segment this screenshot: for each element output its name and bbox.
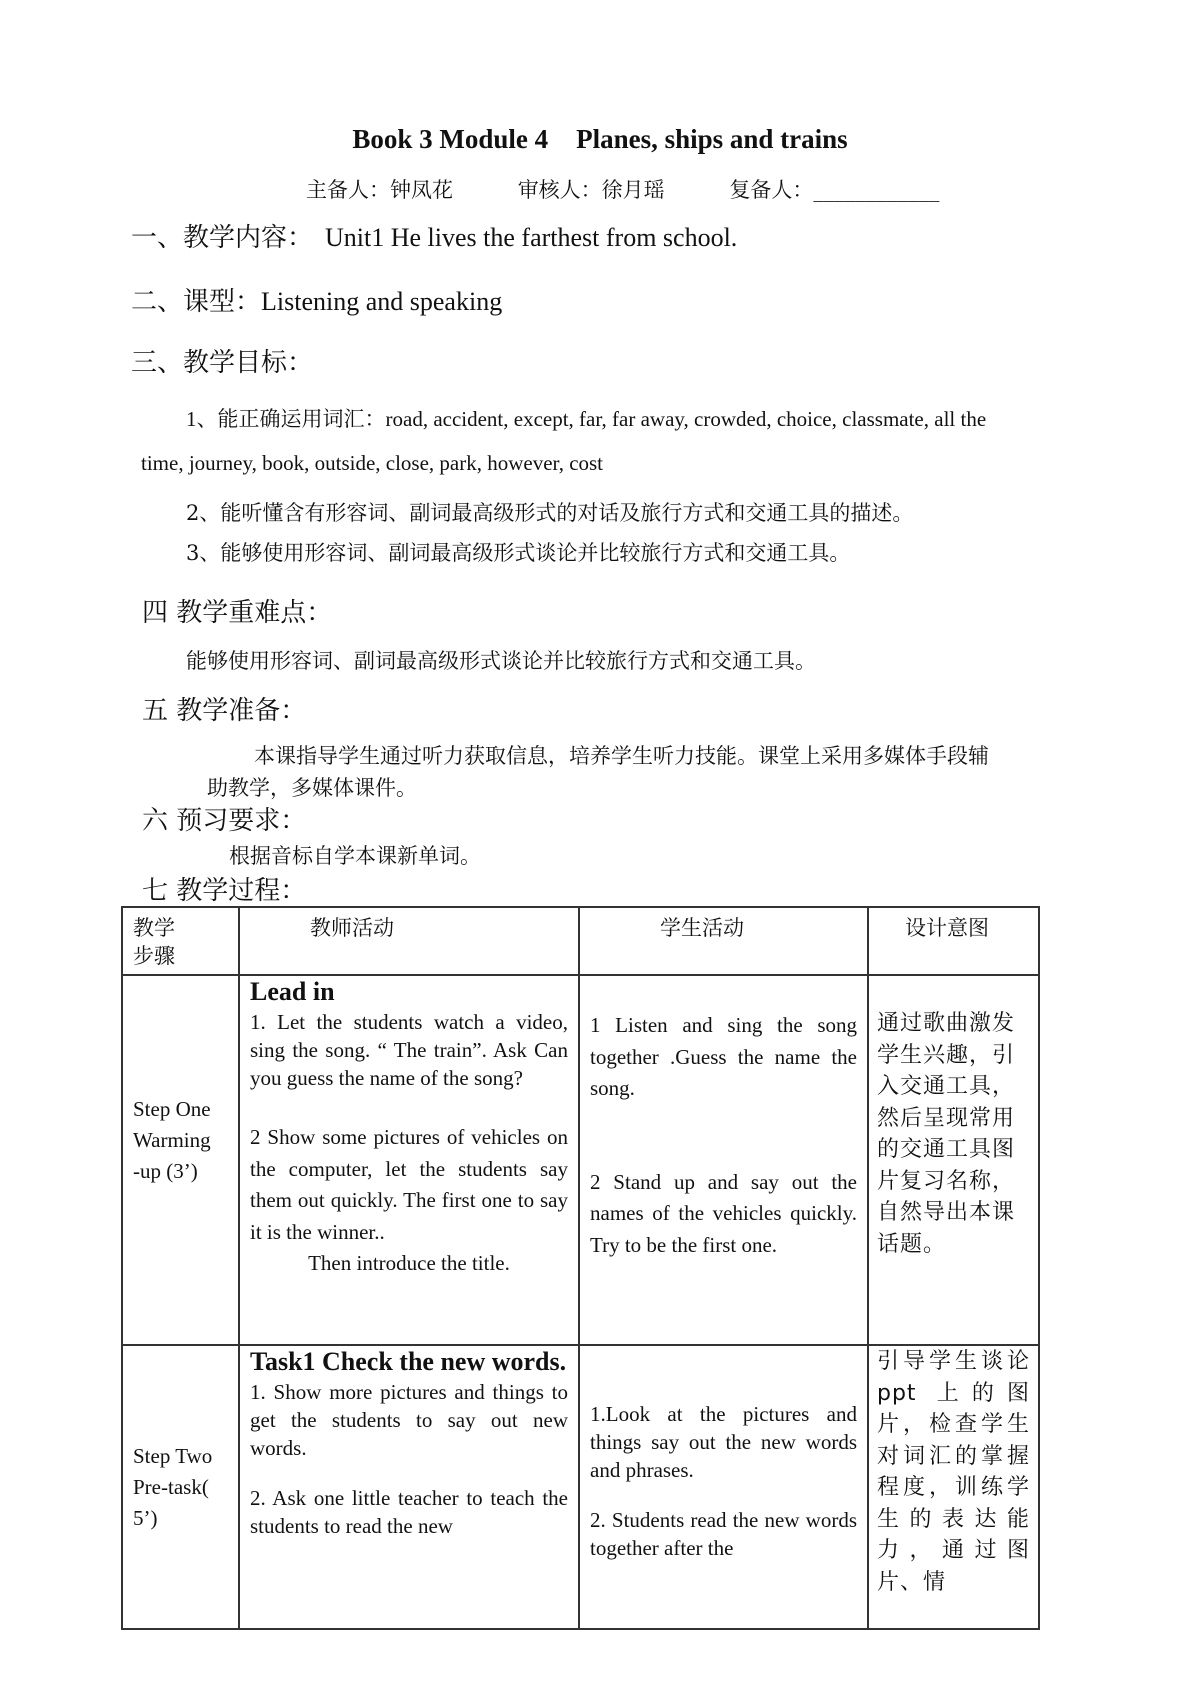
- secondary-preparer: 复备人：____________: [729, 178, 940, 202]
- section-text: Listening and speaking: [261, 287, 503, 316]
- section-preparation-heading: 五 教学准备：: [142, 696, 307, 726]
- reviewer: 审核人：徐月瑶: [517, 178, 665, 202]
- student-activity: 2 Stand up and say out the names of the vehicles quickly. Try to be the first one.: [590, 1169, 857, 1257]
- section-lesson-type: [131, 281, 502, 318]
- objective-line: time, journey, book, outside, close, park, however, cost: [141, 451, 604, 475]
- student-activity: 2. Students read the new words together after the: [590, 1508, 857, 1560]
- teacher-activity: 2 Show some pictures of vehicles on the computer, let the students say them out quickly. The first one to say it is the winner..: [250, 1125, 568, 1244]
- lesson-table: [121, 906, 1040, 1630]
- objective-line: 2、能听懂含有形容词、副词最高级形式的对话及旅行方式和交通工具的描述。: [186, 501, 914, 525]
- header-teacher: 教师活动: [239, 907, 579, 975]
- document-title: [0, 124, 1200, 155]
- main-preparer: 主备人：钟凤花: [306, 178, 453, 202]
- objective-line: 3、能够使用形容词、副词最高级形式谈论并比较旅行方式和交通工具。: [186, 541, 851, 565]
- header-design: 设计意图: [868, 907, 1039, 975]
- student-activity: 1 Listen and sing the song together .Guess the name the song.: [590, 1013, 857, 1100]
- section-text: Unit1 He lives the farthest from school.: [325, 223, 738, 252]
- header-student: 学生活动: [579, 907, 868, 975]
- student-activity-cell: [579, 1345, 868, 1629]
- teacher-activity: 1. Let the students watch a video, sing the song. “ The train”. Ask Can you guess the name of the song?: [250, 1010, 568, 1090]
- section-heading: 二、课型：: [131, 287, 262, 317]
- objective-line: 1、能正确运用词汇：road, accident, except, far, far away, crowded, choice, classmate, all the: [186, 407, 987, 431]
- teacher-activity-cell: [239, 975, 579, 1345]
- activity-heading: Task1 Check the new words.: [250, 1347, 567, 1376]
- title-left: Book 3 Module 4: [352, 124, 549, 154]
- section-objectives-heading: 三、教学目标：: [131, 348, 314, 378]
- preparation-line: 本课指导学生通过听力获取信息，培养学生听力技能。课堂上采用多媒体手段辅: [254, 744, 989, 768]
- preparation-line: 助教学，多媒体课件。: [207, 776, 417, 800]
- teacher-activity: 1. Show more pictures and things to get the students to say out new words.: [250, 1380, 568, 1460]
- header-step: 教学步骤: [122, 907, 239, 975]
- activity-heading: Lead in: [250, 977, 335, 1006]
- student-activity-cell: [579, 975, 868, 1345]
- design-intent-cell: 通过歌曲激发学生兴趣，引入交通工具，然后呈现常用的交通工具图片复习名称，自然导出本课话题。: [868, 975, 1039, 1345]
- table-row: [122, 1345, 1039, 1629]
- section-content: [131, 217, 737, 254]
- section-heading: 一、教学内容：: [131, 223, 314, 253]
- section-preview-heading: 六 预习要求：: [142, 806, 307, 836]
- student-activity: 1.Look at the pictures and things say out the new words and phrases.: [590, 1402, 857, 1482]
- key-points-text: 能够使用形容词、副词最高级形式谈论并比较旅行方式和交通工具。: [186, 649, 816, 673]
- section-keypoints-heading: 四 教学重难点：: [142, 598, 333, 628]
- step-cell: Step One Warming -up (3’): [122, 975, 239, 1345]
- preparer-line: [306, 174, 939, 204]
- table-row: [122, 975, 1039, 1345]
- preview-text: 根据音标自学本课新单词。: [229, 844, 481, 868]
- teacher-activity: Then introduce the title.: [308, 1251, 510, 1275]
- teacher-activity-cell: [239, 1345, 579, 1629]
- section-process-heading: 七 教学过程：: [142, 876, 307, 906]
- table-header-row: [122, 907, 1039, 975]
- step-cell: Step Two Pre-task( 5’): [122, 1345, 239, 1629]
- teacher-activity: 2. Ask one little teacher to teach the students to read the new: [250, 1486, 568, 1538]
- design-intent-cell: 引导学生谈论ppt 上的图片，检查学生对词汇的掌握程度，训练学生的表达能力，通过图片、情: [868, 1345, 1039, 1629]
- title-right: Planes, ships and trains: [576, 124, 848, 154]
